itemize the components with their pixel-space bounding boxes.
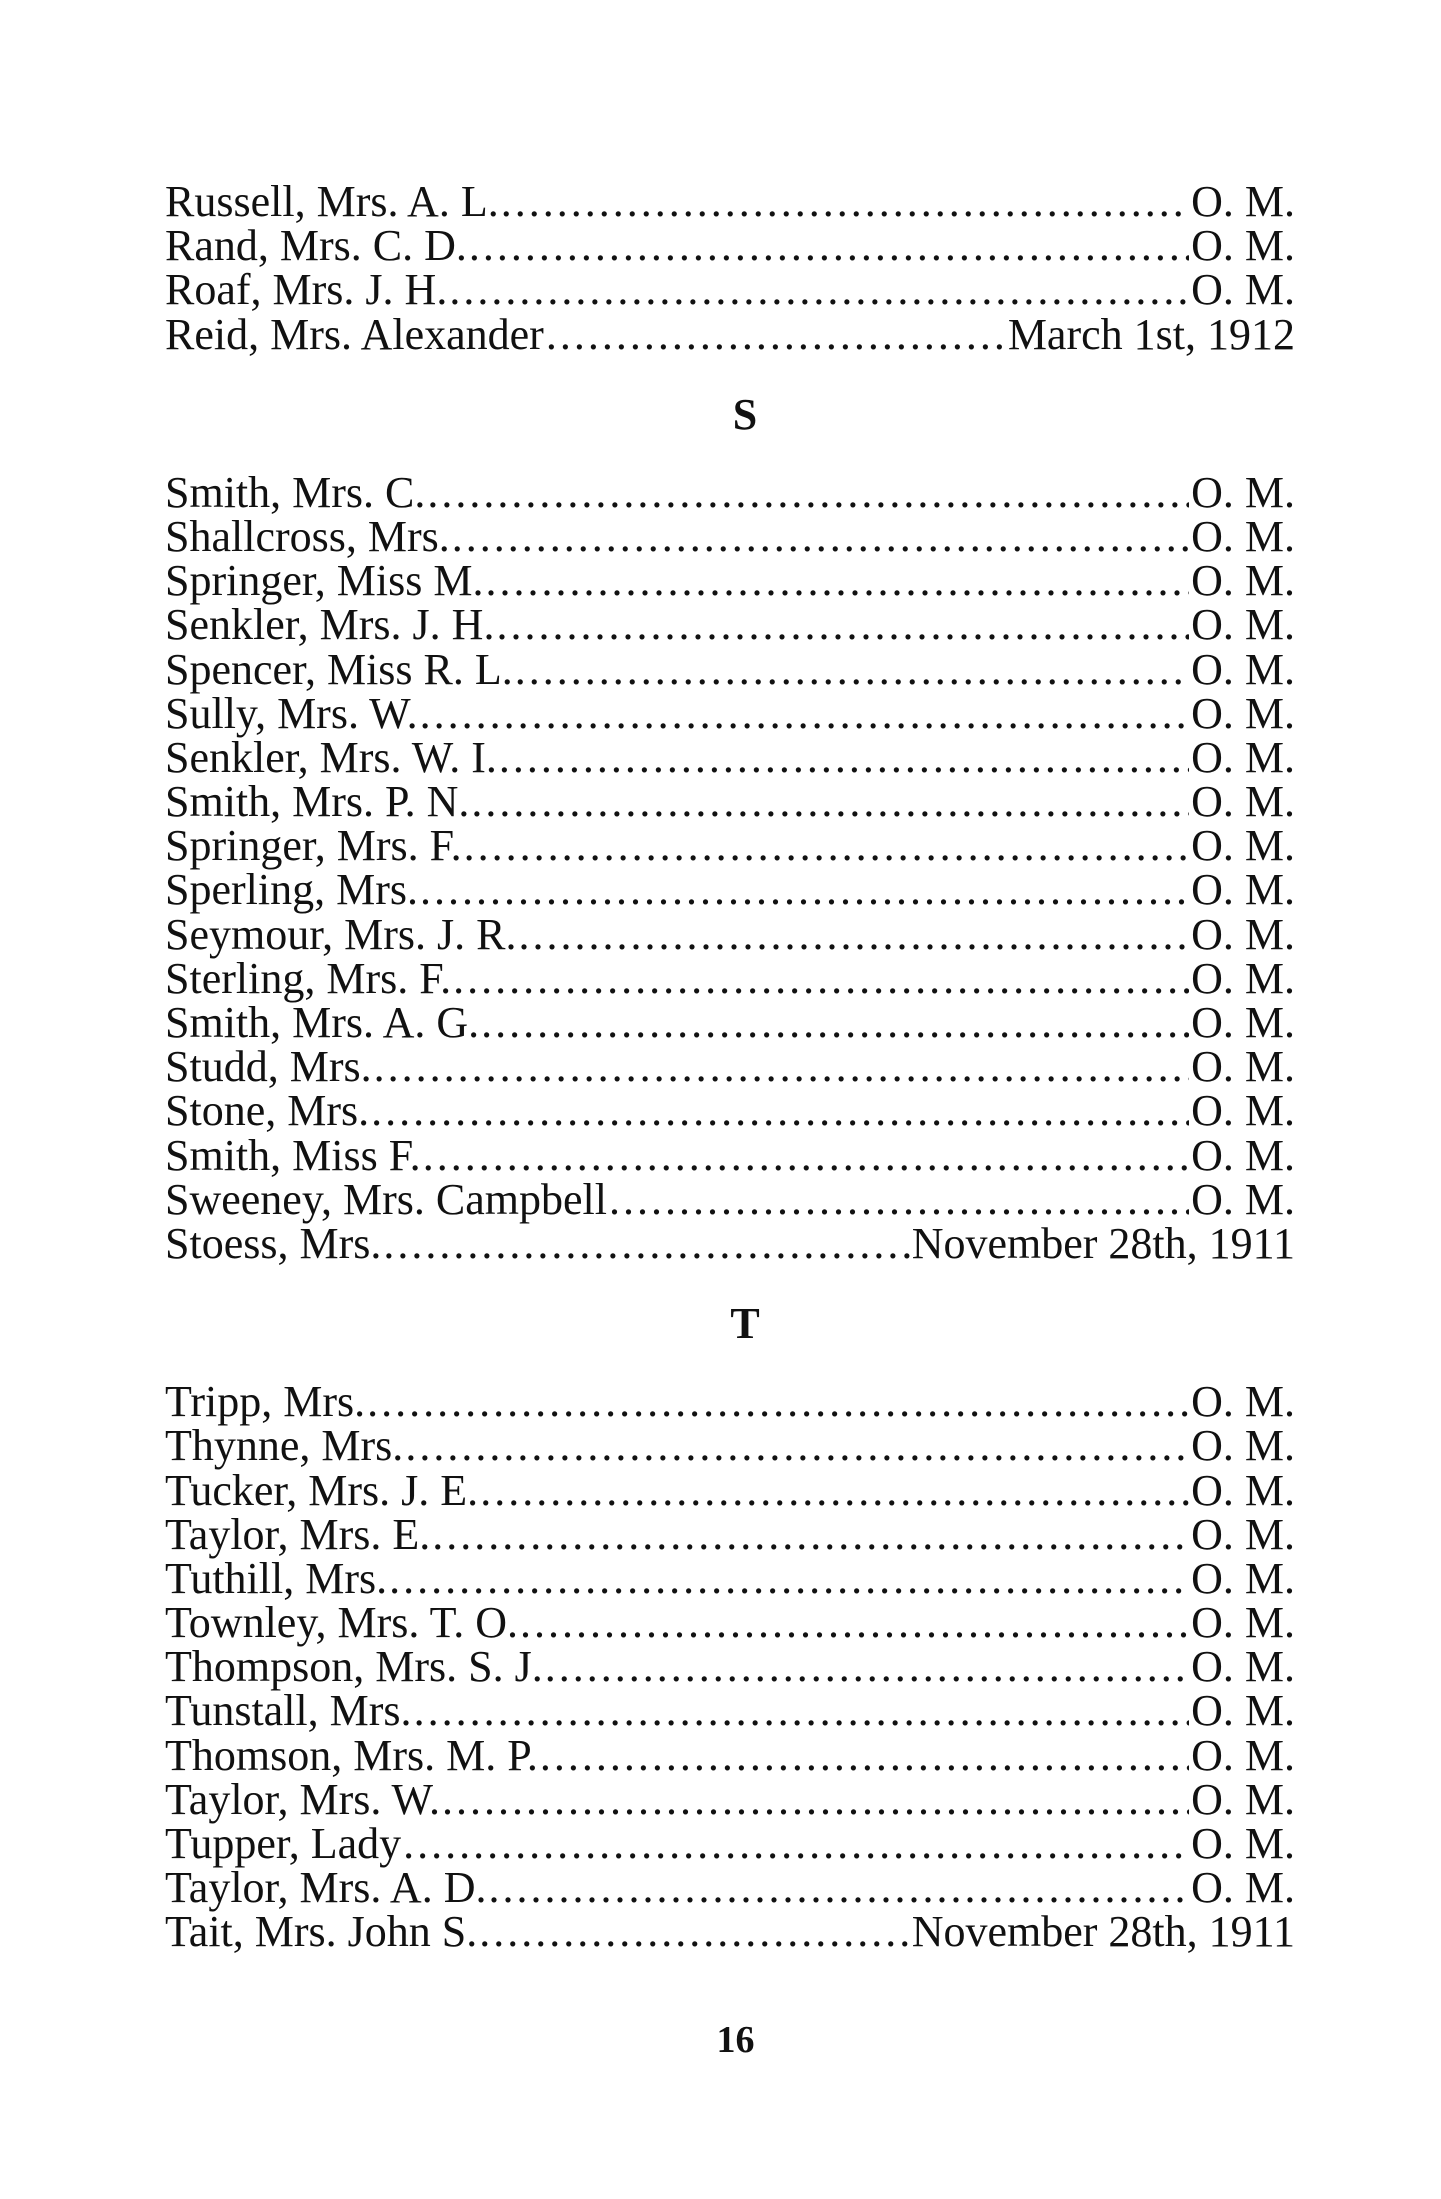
list-item xyxy=(165,309,1295,359)
entry-name: Tupper, Lady xyxy=(165,1819,402,1868)
dot-leader xyxy=(515,648,1189,692)
dot-leader xyxy=(609,1178,1189,1222)
list-item xyxy=(165,1130,1295,1180)
entry-name: Townley, Mrs. T. O. xyxy=(165,1598,518,1648)
list-item xyxy=(165,1086,1295,1136)
entry-name: Sweeney, Mrs. Campbell xyxy=(165,1174,607,1224)
list-item xyxy=(165,1907,1295,1957)
section-r xyxy=(165,177,1295,359)
dot-leader xyxy=(520,1601,1189,1645)
member-list xyxy=(165,177,1295,1957)
entry-name: Roaf, Mrs. J. H. xyxy=(165,265,448,315)
list-item xyxy=(165,600,1295,650)
entry-name: Smith, Miss F. xyxy=(165,1130,421,1180)
entry-name: Sterling, Mrs. F. xyxy=(165,953,452,1003)
dot-leader xyxy=(499,736,1189,780)
dot-leader xyxy=(420,692,1189,736)
dot-leader xyxy=(371,1089,1189,1133)
entry-name: Tripp, Mrs. xyxy=(165,1377,366,1427)
list-item xyxy=(165,1730,1295,1780)
entry-value: O. M. xyxy=(1191,644,1295,694)
dot-leader xyxy=(481,1001,1189,1045)
dot-leader xyxy=(423,1134,1189,1178)
dot-leader xyxy=(469,224,1189,268)
entry-value: O. M. xyxy=(1191,1730,1295,1780)
entry-name: Sperling, Mrs. xyxy=(165,865,418,915)
entry-name: Studd, Mrs. xyxy=(165,1042,372,1092)
dot-leader xyxy=(432,1513,1189,1557)
entry-value: O. M. xyxy=(1191,556,1295,606)
entry-name: Tait, Mrs. John S. xyxy=(165,1907,478,1957)
entry-value: O. M. xyxy=(1191,1377,1295,1427)
dot-leader xyxy=(414,1689,1190,1733)
entry-value: O. M. xyxy=(1191,1465,1295,1515)
dot-leader xyxy=(546,313,1006,357)
dot-leader xyxy=(405,1424,1189,1468)
entry-value: O. M. xyxy=(1191,1863,1295,1913)
section-s xyxy=(165,389,1295,1268)
entry-value: O. M. xyxy=(1191,777,1295,827)
dot-leader xyxy=(449,268,1189,312)
dot-leader xyxy=(420,868,1189,912)
list-item xyxy=(165,1553,1295,1603)
list-item xyxy=(165,953,1295,1003)
list-item xyxy=(165,221,1295,271)
entry-value: O. M. xyxy=(1191,1509,1295,1559)
entry-name: Sully, Mrs. W. xyxy=(165,688,418,738)
entry-value: O. M. xyxy=(1191,821,1295,871)
entry-value: O. M. xyxy=(1191,265,1295,315)
dot-leader xyxy=(367,1380,1189,1424)
dot-leader xyxy=(545,1645,1189,1689)
dot-leader xyxy=(485,559,1189,603)
list-item xyxy=(165,998,1295,1047)
entry-name: Smith, Mrs. A. G. xyxy=(165,998,480,1047)
list-item xyxy=(165,1642,1295,1692)
list-item xyxy=(165,1863,1295,1913)
dot-leader xyxy=(374,1045,1190,1089)
entry-value: November 28th, 1911 xyxy=(911,1218,1295,1268)
entry-value: March 1st, 1912 xyxy=(1007,309,1295,359)
entry-name: Taylor, Mrs. W. xyxy=(165,1774,441,1824)
entry-value: O. M. xyxy=(1191,1042,1295,1092)
entry-name: Thompson, Mrs. S. J. xyxy=(165,1642,543,1692)
list-item xyxy=(165,777,1295,827)
list-item xyxy=(165,644,1295,694)
list-item xyxy=(165,1686,1295,1736)
entry-name: Shallcross, Mrs. xyxy=(165,511,450,561)
list-item xyxy=(165,556,1295,606)
list-item xyxy=(165,1174,1295,1224)
entry-value: O. M. xyxy=(1191,953,1295,1003)
entry-name: Reid, Mrs. Alexander xyxy=(165,309,544,359)
entry-value: O. M. xyxy=(1191,1774,1295,1824)
entry-value: O. M. xyxy=(1191,177,1295,226)
entry-value: O. M. xyxy=(1191,467,1295,517)
dot-leader xyxy=(479,1910,909,1954)
list-item xyxy=(165,1819,1295,1868)
page-number: 16 xyxy=(716,2019,755,2061)
dot-leader xyxy=(501,180,1189,224)
entry-value: O. M. xyxy=(1191,600,1295,650)
entry-value: O. M. xyxy=(1191,1686,1295,1736)
list-item xyxy=(165,1421,1295,1471)
list-item xyxy=(165,821,1295,871)
entry-name: Rand, Mrs. C. D. xyxy=(165,221,467,271)
entry-name: Springer, Mrs. F. xyxy=(165,821,462,871)
entry-name: Seymour, Mrs. J. R. xyxy=(165,909,517,959)
entry-name: Taylor, Mrs. A. D. xyxy=(165,1863,487,1913)
dot-leader xyxy=(452,515,1189,559)
entry-name: Tunstall, Mrs. xyxy=(165,1686,412,1736)
entry-name: Springer, Miss M. xyxy=(165,556,484,606)
section-t xyxy=(165,1299,1295,1957)
entry-name: Senkler, Mrs. J. H. xyxy=(165,600,495,650)
list-item xyxy=(165,1509,1295,1559)
entry-name: Taylor, Mrs. E. xyxy=(165,1509,431,1559)
entry-name: Thynne, Mrs. xyxy=(165,1421,404,1471)
dot-leader xyxy=(480,1469,1189,1513)
entry-value: O. M. xyxy=(1191,1642,1295,1692)
entry-value: O. M. xyxy=(1191,909,1295,959)
list-item xyxy=(165,177,1295,226)
entry-name: Spencer, Miss R. L. xyxy=(165,644,513,694)
entry-value: O. M. xyxy=(1191,1553,1295,1603)
entry-name: Smith, Mrs. C. xyxy=(165,467,426,517)
list-item xyxy=(165,1042,1295,1092)
dot-leader xyxy=(518,913,1189,957)
list-item xyxy=(165,1598,1295,1648)
list-item xyxy=(165,1774,1295,1824)
entry-name: Russell, Mrs. A. L. xyxy=(165,177,499,226)
dot-leader xyxy=(403,1822,1189,1866)
entry-name: Stone, Mrs. xyxy=(165,1086,370,1136)
dot-leader xyxy=(471,780,1189,824)
entry-value: O. M. xyxy=(1191,732,1295,782)
list-item xyxy=(165,265,1295,315)
entry-value: O. M. xyxy=(1191,1086,1295,1136)
dot-leader xyxy=(453,957,1189,1001)
entry-name: Thomson, Mrs. M. P. xyxy=(165,1730,538,1780)
entry-name: Tucker, Mrs. J. E. xyxy=(165,1465,479,1515)
list-item xyxy=(165,1465,1295,1515)
dot-leader xyxy=(496,603,1189,647)
dot-leader xyxy=(427,471,1189,515)
dot-leader xyxy=(389,1557,1189,1601)
entry-name: Senkler, Mrs. W. I. xyxy=(165,732,497,782)
entry-value: O. M. xyxy=(1191,998,1295,1047)
entry-value: O. M. xyxy=(1191,865,1295,915)
entry-value: O. M. xyxy=(1191,1598,1295,1648)
entry-name: Smith, Mrs. P. N. xyxy=(165,777,470,827)
dot-leader xyxy=(442,1778,1189,1822)
list-item xyxy=(165,909,1295,959)
list-item xyxy=(165,511,1295,561)
entry-value: O. M. xyxy=(1191,1174,1295,1224)
entry-value: O. M. xyxy=(1191,1421,1295,1471)
list-item xyxy=(165,467,1295,517)
dot-leader xyxy=(488,1866,1189,1910)
entry-value: November 28th, 1911 xyxy=(911,1907,1295,1957)
list-item xyxy=(165,865,1295,915)
list-item xyxy=(165,1377,1295,1427)
entry-value: O. M. xyxy=(1191,221,1295,271)
dot-leader xyxy=(464,824,1189,868)
dot-leader xyxy=(383,1222,909,1266)
entry-value: O. M. xyxy=(1191,511,1295,561)
section-heading: T xyxy=(730,1299,760,1349)
entry-value: O. M. xyxy=(1191,1130,1295,1180)
section-heading: S xyxy=(732,389,758,439)
list-item xyxy=(165,1218,1295,1268)
entry-value: O. M. xyxy=(1191,688,1295,738)
entry-name: Tuthill, Mrs. xyxy=(165,1553,388,1603)
dot-leader xyxy=(540,1734,1189,1778)
list-item xyxy=(165,688,1295,738)
entry-value: O. M. xyxy=(1191,1819,1295,1868)
list-item xyxy=(165,732,1295,782)
entry-name: Stoess, Mrs. xyxy=(165,1218,382,1268)
